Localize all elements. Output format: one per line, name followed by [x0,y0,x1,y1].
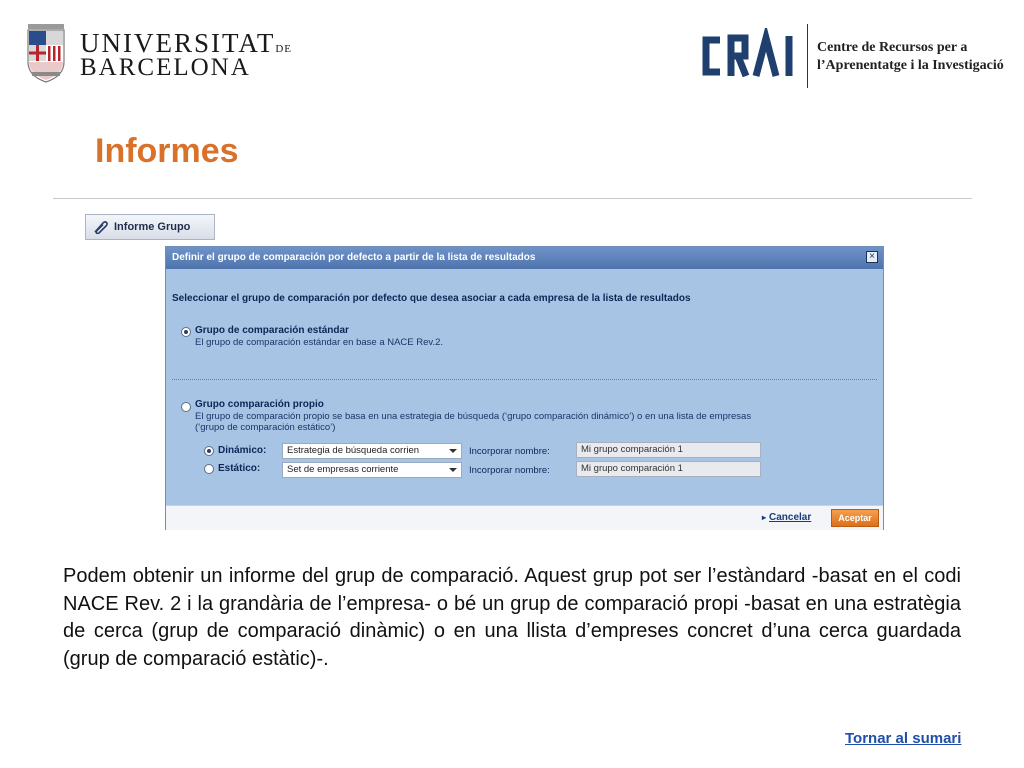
close-icon[interactable]: × [866,251,878,263]
radio-own-group[interactable] [181,402,191,412]
radio-standard-group[interactable] [181,327,191,337]
title-divider [53,198,972,199]
crai-separator [807,24,808,88]
ub-name-main: UNIVERSITAT [80,28,276,58]
radio-static[interactable] [204,464,214,474]
options-separator [172,379,877,380]
description-paragraph: Podem obtenir un informe del grup de comparació. Aquest grup pot ser l’estàndard -basat en el codi NACE Rev. 2 i la grandària de l’empresa- o bé un grup de comparació propi -basat en una estratègia de cerca (grup de comparació dinàmic) o en una llista d’empreses concret d’una cerca guardada (grup de comparació estàtic)-. [63,565,961,670]
informe-grupo-button[interactable] [85,214,215,240]
dialog-subtitle: Seleccionar el grupo de comparación por defecto que desea asociar a cada empresa de la lista de resultados [172,293,691,304]
accept-button[interactable]: Aceptar [831,509,879,527]
static-set-value: Set de empresas corriente [287,464,399,475]
dynamic-strategy-select[interactable] [282,443,462,459]
comparison-group-dialog [165,246,884,530]
standard-group-label: Grupo de comparación estándar [195,325,349,336]
radio-dynamic[interactable] [204,446,214,456]
chevron-down-icon [449,449,457,453]
dialog-title: Definir el grupo de comparación por defecto a partir de la lista de resultados [166,247,883,269]
chevron-down-icon [449,468,457,472]
static-incorporar-label: Incorporar nombre: [469,465,550,476]
standard-group-description: El grupo de comparación estándar en base a NACE Rev.2. [195,337,444,348]
ub-name-line2: BARCELONA [80,54,251,81]
crai-subtitle-line1: Centre de Recursos per a [817,40,968,55]
own-group-description-1: El grupo de comparación propio se basa en una estrategia de búsqueda (‘grupo comparación dinámico’) o en una lista de empresas [195,411,752,422]
static-set-select[interactable] [282,462,462,478]
paperclip-icon [92,220,108,234]
dynamic-incorporar-label: Incorporar nombre: [469,446,550,457]
cancel-link[interactable]: ▸ Cancelar [762,512,811,523]
back-to-summary-link[interactable]: Tornar al sumari [845,730,962,747]
dynamic-name-input[interactable]: Mi grupo comparación 1 [576,442,761,458]
crai-subtitle-line2: l’Aprenentatge i la Investigació [817,58,1004,73]
own-group-label: Grupo comparación propio [195,399,324,410]
page-title: Informes [95,132,239,170]
dialog-footer [166,505,883,530]
informe-grupo-label: Informe Grupo [114,221,191,233]
static-name-input[interactable]: Mi grupo comparación 1 [576,461,761,477]
ub-shield-logo [26,24,66,84]
dynamic-strategy-value: Estrategia de búsqueda corrien [287,445,420,456]
ub-name-small: DE [275,43,292,55]
own-group-description-2: (‘grupo de comparación estático’) [195,422,336,433]
static-label: Estático: [218,463,261,474]
dynamic-label: Dinámico: [218,445,267,456]
crai-logo [698,28,798,84]
